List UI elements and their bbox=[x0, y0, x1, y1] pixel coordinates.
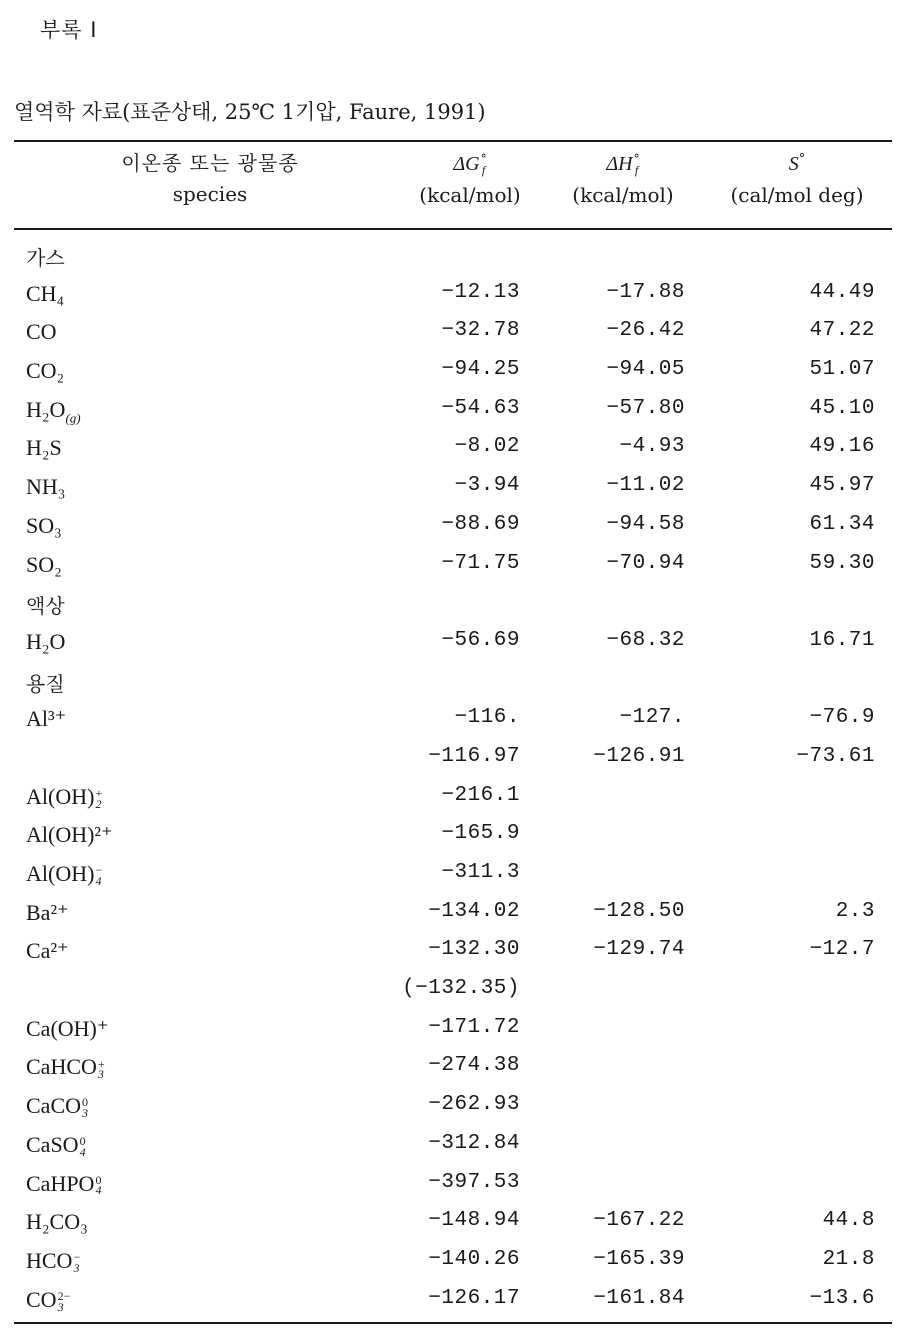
gibbs-value: −126.17 bbox=[428, 1286, 520, 1310]
enthalpy-value: −94.05 bbox=[606, 358, 685, 382]
species-cell bbox=[26, 1016, 108, 1042]
species-cell bbox=[26, 358, 64, 384]
gibbs-value: −12.13 bbox=[441, 280, 520, 304]
table-row bbox=[0, 509, 905, 548]
enthalpy-value: −17.88 bbox=[606, 280, 685, 304]
species-cell bbox=[26, 1209, 88, 1235]
species-formula: CaHCO bbox=[26, 1054, 97, 1080]
ion-charge: + bbox=[97, 1056, 105, 1071]
species-formula: SO₃ bbox=[26, 512, 62, 538]
ion-subscript: 2 bbox=[95, 796, 102, 811]
species-formula: Al³⁺ bbox=[26, 706, 67, 732]
species-cell bbox=[26, 281, 64, 307]
gibbs-value: −94.25 bbox=[441, 358, 520, 382]
gibbs-value: −148.94 bbox=[428, 1209, 520, 1233]
category-row bbox=[0, 664, 905, 703]
table-row bbox=[0, 1283, 905, 1322]
entropy-value: −13.6 bbox=[809, 1286, 875, 1310]
table-row bbox=[0, 1244, 905, 1283]
species-formula: CO bbox=[26, 319, 57, 345]
header-enthalpy-unit: (kcal/mol) bbox=[572, 183, 674, 207]
species-cell bbox=[26, 552, 62, 578]
species-formula: H₂CO₃ bbox=[26, 1209, 88, 1235]
category-label: 액상 bbox=[26, 594, 65, 619]
ion-charge: 2− bbox=[57, 1288, 71, 1303]
entropy-value: 44.49 bbox=[809, 280, 875, 304]
enthalpy-value: −167.22 bbox=[593, 1209, 685, 1233]
ion-charge: 0 bbox=[79, 1133, 86, 1148]
species-cell bbox=[26, 629, 65, 655]
gibbs-value: −140.26 bbox=[428, 1247, 520, 1271]
entropy-value: 21.8 bbox=[822, 1247, 875, 1271]
enthalpy-value: −11.02 bbox=[606, 474, 685, 498]
species-cell bbox=[26, 822, 113, 848]
table-row bbox=[0, 741, 905, 780]
table-bottom-rule bbox=[14, 1322, 892, 1324]
category-row bbox=[0, 586, 905, 625]
entropy-value: 49.16 bbox=[809, 435, 875, 459]
header-gibbs-sub: f bbox=[481, 162, 486, 177]
table-row bbox=[0, 780, 905, 819]
table-row bbox=[0, 548, 905, 587]
species-phase: (g) bbox=[65, 410, 81, 426]
ion-subscript: 4 bbox=[95, 873, 102, 888]
entropy-value: −76.9 bbox=[809, 706, 875, 730]
species-formula: CaCO bbox=[26, 1093, 81, 1119]
header-gibbs bbox=[395, 152, 545, 207]
header-entropy bbox=[712, 152, 882, 207]
ion-subscript: 4 bbox=[95, 1183, 102, 1198]
gibbs-value: −165.9 bbox=[441, 822, 520, 846]
entropy-value: 61.34 bbox=[809, 512, 875, 536]
table-caption bbox=[14, 96, 486, 126]
ion-charge: + bbox=[95, 785, 103, 800]
entropy-value: 45.97 bbox=[809, 474, 875, 498]
species-formula: Al(OH) bbox=[26, 861, 95, 886]
header-species-korean: 이온종 또는 광물종 bbox=[121, 151, 299, 175]
header-gibbs-unit: (kcal/mol) bbox=[419, 183, 521, 207]
appendix-label: 부록 Ⅰ bbox=[40, 18, 98, 42]
header-enthalpy-sup: ° bbox=[633, 151, 640, 166]
species-formula: NH₃ bbox=[26, 474, 66, 500]
species-formula: Ba²⁺ bbox=[26, 899, 69, 925]
gibbs-value: −132.30 bbox=[428, 938, 520, 962]
header-entropy-symbol: S bbox=[788, 153, 799, 175]
gibbs-value: −274.38 bbox=[428, 1054, 520, 1078]
species-formula: H₂O bbox=[26, 396, 66, 422]
gibbs-value: −54.63 bbox=[441, 396, 520, 420]
table-row bbox=[0, 973, 905, 1012]
enthalpy-value: −126.91 bbox=[593, 744, 685, 768]
table-top-rule bbox=[14, 140, 892, 142]
enthalpy-value: −129.74 bbox=[593, 938, 685, 962]
species-formula: CO₂ bbox=[26, 358, 65, 384]
gibbs-value: −8.02 bbox=[454, 435, 520, 459]
enthalpy-value: −26.42 bbox=[606, 319, 685, 343]
category-label: 용질 bbox=[26, 671, 65, 696]
gibbs-value: −311.3 bbox=[441, 861, 520, 884]
species-formula: H₂S bbox=[26, 435, 62, 461]
gibbs-value: −397.53 bbox=[428, 1170, 520, 1194]
species-cell bbox=[26, 938, 69, 964]
gibbs-value: −216.1 bbox=[441, 783, 520, 807]
species-cell bbox=[26, 1248, 80, 1274]
entropy-value: −12.7 bbox=[809, 938, 875, 962]
header-gibbs-sup: ° bbox=[480, 151, 487, 166]
species-formula: Ca²⁺ bbox=[26, 938, 69, 964]
ion-charge: 0 bbox=[82, 1095, 88, 1110]
table-row bbox=[0, 857, 905, 896]
species-formula: SO₂ bbox=[26, 551, 62, 577]
table-row bbox=[0, 1050, 905, 1089]
gibbs-value: −312.84 bbox=[428, 1131, 520, 1155]
enthalpy-value: −165.39 bbox=[593, 1247, 685, 1271]
entropy-value: 16.71 bbox=[809, 628, 875, 652]
table-row bbox=[0, 1128, 905, 1167]
header-entropy-unit: (cal/mol deg) bbox=[730, 183, 864, 207]
gibbs-value: −171.72 bbox=[428, 1015, 520, 1039]
table-row bbox=[0, 1089, 905, 1128]
table-row bbox=[0, 393, 905, 432]
gibbs-value: −262.93 bbox=[428, 1093, 520, 1117]
enthalpy-value: −127. bbox=[619, 706, 685, 730]
table-row bbox=[0, 702, 905, 741]
ion-subscript: 3 bbox=[57, 1299, 64, 1314]
species-cell bbox=[26, 435, 62, 461]
species-cell bbox=[26, 784, 102, 810]
table-row bbox=[0, 1012, 905, 1051]
entropy-value: 59.30 bbox=[809, 551, 875, 575]
header-species-english: species bbox=[172, 182, 248, 206]
header-enthalpy-symbol: ΔH bbox=[606, 153, 633, 175]
species-cell bbox=[26, 397, 81, 426]
table-row bbox=[0, 625, 905, 664]
gibbs-value: −88.69 bbox=[441, 512, 520, 536]
ion-subscript: 3 bbox=[82, 1106, 88, 1121]
table-header-rule bbox=[14, 228, 892, 230]
gibbs-value: −116.97 bbox=[428, 744, 520, 768]
enthalpy-value: −128.50 bbox=[593, 899, 685, 923]
entropy-value: 2.3 bbox=[835, 899, 875, 923]
entropy-value: 44.8 bbox=[822, 1209, 875, 1233]
ion-charge: − bbox=[73, 1250, 81, 1265]
header-enthalpy-sub: f bbox=[634, 162, 639, 177]
gibbs-value: −3.94 bbox=[454, 474, 520, 498]
ion-charge: 0 bbox=[95, 1172, 102, 1187]
entropy-value: −73.61 bbox=[796, 744, 875, 768]
category-row bbox=[0, 238, 905, 277]
enthalpy-value: −4.93 bbox=[619, 435, 685, 459]
species-cell bbox=[26, 1287, 70, 1313]
species-formula: Ca(OH)⁺ bbox=[26, 1015, 109, 1041]
entropy-value: 47.22 bbox=[809, 319, 875, 343]
gibbs-value: −56.69 bbox=[441, 628, 520, 652]
enthalpy-value: −94.58 bbox=[606, 512, 685, 536]
table-body bbox=[0, 238, 905, 1321]
species-formula: Al(OH) bbox=[26, 783, 95, 809]
species-cell bbox=[26, 1054, 105, 1080]
gibbs-value: −134.02 bbox=[428, 899, 520, 923]
header-species bbox=[70, 152, 350, 206]
ion-subscript: 3 bbox=[97, 1067, 104, 1082]
species-formula: CH₄ bbox=[26, 280, 65, 306]
species-formula: H₂O bbox=[26, 628, 66, 654]
species-formula: HCO bbox=[26, 1247, 73, 1273]
gibbs-value: −71.75 bbox=[441, 551, 520, 575]
species-cell bbox=[26, 1093, 88, 1119]
table-row bbox=[0, 470, 905, 509]
table-row bbox=[0, 315, 905, 354]
caption-title: 열역학 자료 bbox=[14, 100, 123, 124]
species-cell bbox=[26, 319, 57, 345]
enthalpy-value: −70.94 bbox=[606, 551, 685, 575]
species-cell bbox=[26, 513, 62, 539]
ion-charge: − bbox=[95, 863, 103, 878]
header-enthalpy bbox=[548, 152, 698, 207]
species-cell bbox=[26, 1171, 101, 1197]
table-row bbox=[0, 818, 905, 857]
species-formula: CO bbox=[26, 1286, 57, 1312]
enthalpy-value: −57.80 bbox=[606, 396, 685, 420]
species-cell bbox=[26, 861, 102, 887]
species-formula: CaHPO bbox=[26, 1170, 95, 1196]
table-row bbox=[0, 431, 905, 470]
table-row bbox=[0, 896, 905, 935]
header-gibbs-symbol: ΔG bbox=[453, 153, 480, 175]
species-formula: CaSO bbox=[26, 1131, 79, 1157]
gibbs-value: −116. bbox=[454, 706, 520, 730]
enthalpy-value: −161.84 bbox=[593, 1286, 685, 1310]
species-formula: Al(OH)²⁺ bbox=[26, 822, 113, 848]
gibbs-value: −32.78 bbox=[441, 319, 520, 343]
ion-subscript: 3 bbox=[73, 1260, 80, 1275]
enthalpy-value: −68.32 bbox=[606, 628, 685, 652]
table-row bbox=[0, 277, 905, 316]
gibbs-value: (−132.35) bbox=[402, 977, 520, 1001]
species-cell bbox=[26, 706, 66, 732]
species-cell bbox=[26, 474, 65, 500]
table-row bbox=[0, 934, 905, 973]
ion-subscript: 4 bbox=[79, 1144, 86, 1159]
caption-conditions: (표준상태, 25℃ 1기압, Faure, 1991) bbox=[122, 100, 486, 124]
species-cell bbox=[26, 900, 69, 926]
table-row bbox=[0, 354, 905, 393]
category-label: 가스 bbox=[26, 246, 65, 270]
table-row bbox=[0, 1205, 905, 1244]
table-row bbox=[0, 1167, 905, 1206]
species-cell bbox=[26, 1132, 86, 1158]
entropy-value: 45.10 bbox=[809, 396, 875, 420]
entropy-value: 51.07 bbox=[809, 358, 875, 382]
header-entropy-sup: ° bbox=[798, 151, 806, 167]
